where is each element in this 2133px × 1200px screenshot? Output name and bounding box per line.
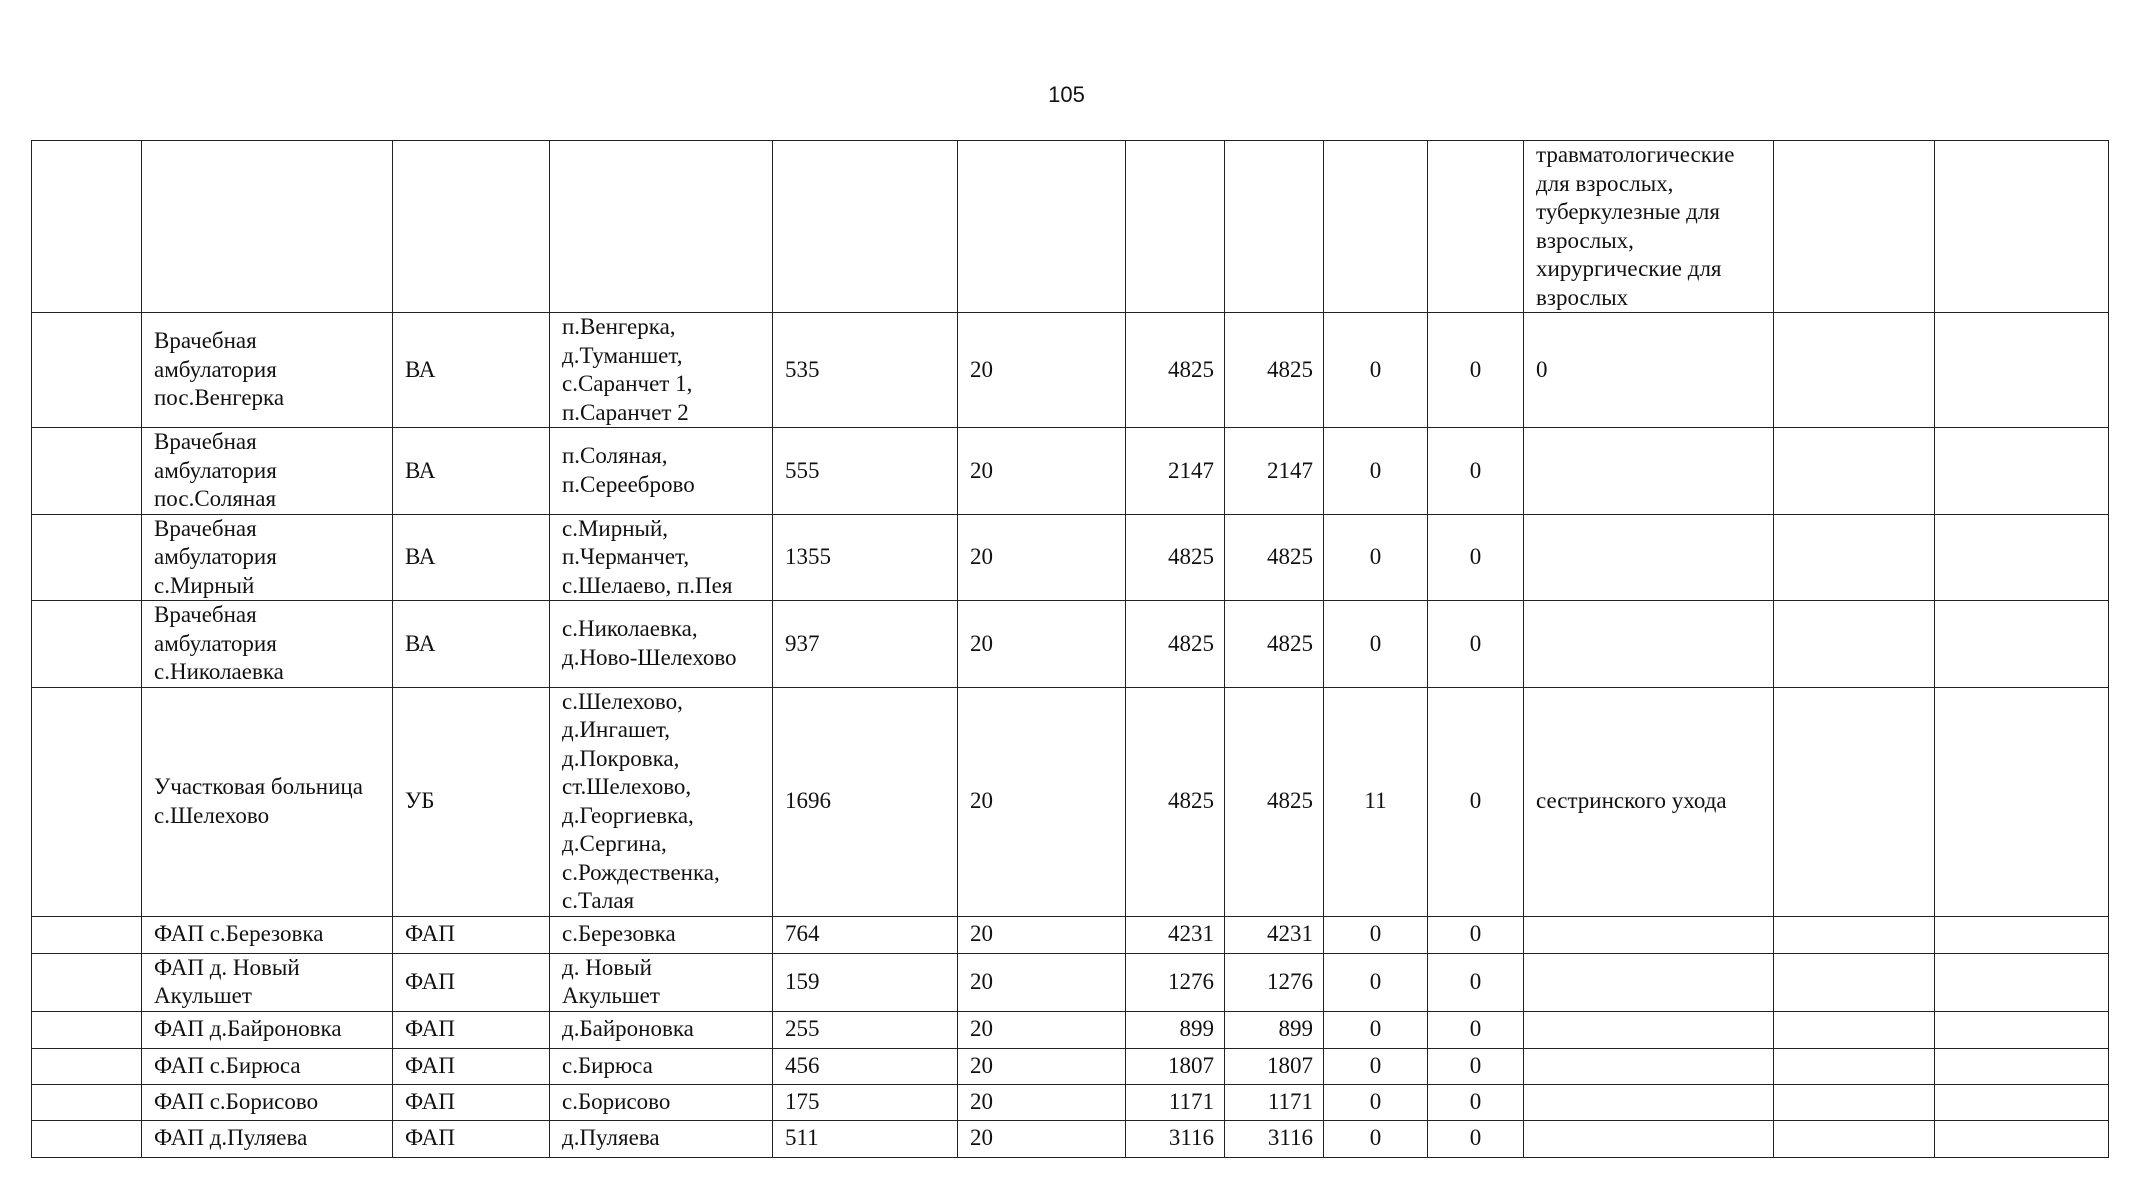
value-a-cell: 4825 (1126, 601, 1225, 688)
population-cell (773, 141, 958, 313)
table-row (32, 687, 2109, 916)
distance-cell: 20 (958, 1120, 1126, 1157)
beds-a-cell: 0 (1324, 428, 1428, 515)
table-row (32, 953, 2109, 1011)
value-a-cell: 3116 (1126, 1120, 1225, 1157)
value-b-cell: 899 (1225, 1011, 1324, 1048)
table-row (32, 916, 2109, 953)
value-b-cell: 4825 (1225, 601, 1324, 688)
served-settlements-cell (550, 141, 773, 313)
beds-a-cell: 0 (1324, 1011, 1428, 1048)
population-cell: 511 (773, 1120, 958, 1157)
distance-cell (958, 141, 1126, 313)
extra-b-cell (1935, 687, 2109, 916)
population-cell: 175 (773, 1084, 958, 1120)
beds-b-cell: 0 (1428, 601, 1524, 688)
facility-name-cell: Врачебная амбулатория пос.Соляная (142, 428, 393, 515)
beds-b-cell: 0 (1428, 916, 1524, 953)
facility-type-cell: ФАП (393, 1011, 550, 1048)
served-settlements-cell: п.Венгерка, д.Туманшет, с.Саранчет 1, п.Саранчет 2 (550, 313, 773, 428)
facility-name-cell: Врачебная амбулатория с.Мирный (142, 514, 393, 601)
facility-type-cell: ФАП (393, 1084, 550, 1120)
served-settlements-cell: с.Николаевка, д.Ново-Шелехово (550, 601, 773, 688)
extra-a-cell (1774, 1048, 1935, 1084)
facility-name-cell: ФАП с.Березовка (142, 916, 393, 953)
index-cell (32, 313, 142, 428)
value-b-cell: 4825 (1225, 514, 1324, 601)
facility-type-cell: УБ (393, 687, 550, 916)
extra-a-cell (1774, 953, 1935, 1011)
extra-b-cell (1935, 1120, 2109, 1157)
facility-type-cell: ФАП (393, 1120, 550, 1157)
facility-name-cell: ФАП д.Байроновка (142, 1011, 393, 1048)
profile-cell (1524, 1011, 1774, 1048)
facility-type-cell: ВА (393, 601, 550, 688)
extra-b-cell (1935, 916, 2109, 953)
beds-b-cell: 0 (1428, 1048, 1524, 1084)
extra-b-cell (1935, 514, 2109, 601)
facility-type-cell: ФАП (393, 953, 550, 1011)
value-b-cell: 1807 (1225, 1048, 1324, 1084)
extra-a-cell (1774, 514, 1935, 601)
value-a-cell: 4825 (1126, 313, 1225, 428)
beds-b-cell: 0 (1428, 428, 1524, 515)
table-row (32, 601, 2109, 688)
extra-a-cell (1774, 313, 1935, 428)
beds-a-cell: 0 (1324, 514, 1428, 601)
facility-name-cell: Врачебная амбулатория с.Николаевка (142, 601, 393, 688)
table-row (32, 1120, 2109, 1157)
profile-cell (1524, 428, 1774, 515)
value-a-cell: 4825 (1126, 687, 1225, 916)
facilities-table (31, 140, 2109, 1158)
value-a-cell: 4231 (1126, 916, 1225, 953)
beds-b-cell: 0 (1428, 1120, 1524, 1157)
extra-b-cell (1935, 1048, 2109, 1084)
table-row (32, 514, 2109, 601)
beds-b-cell (1428, 141, 1524, 313)
population-cell: 555 (773, 428, 958, 515)
value-a-cell (1126, 141, 1225, 313)
value-a-cell: 1807 (1126, 1048, 1225, 1084)
beds-a-cell: 0 (1324, 953, 1428, 1011)
index-cell (32, 1011, 142, 1048)
distance-cell: 20 (958, 953, 1126, 1011)
index-cell (32, 514, 142, 601)
extra-b-cell (1935, 1084, 2109, 1120)
index-cell (32, 601, 142, 688)
extra-a-cell (1774, 916, 1935, 953)
profile-cell: 0 (1524, 313, 1774, 428)
beds-a-cell: 0 (1324, 1084, 1428, 1120)
profile-cell (1524, 1048, 1774, 1084)
facility-type-cell: ВА (393, 514, 550, 601)
table-row (32, 141, 2109, 313)
facility-type-cell: ФАП (393, 916, 550, 953)
facility-name-cell: ФАП с.Борисово (142, 1084, 393, 1120)
value-b-cell: 4825 (1225, 313, 1324, 428)
population-cell: 255 (773, 1011, 958, 1048)
distance-cell: 20 (958, 1084, 1126, 1120)
facility-type-cell (393, 141, 550, 313)
facility-name-cell: Врачебная амбулатория пос.Венгерка (142, 313, 393, 428)
extra-a-cell (1774, 1120, 1935, 1157)
value-b-cell: 1276 (1225, 953, 1324, 1011)
population-cell: 1696 (773, 687, 958, 916)
distance-cell: 20 (958, 687, 1126, 916)
served-settlements-cell: д.Пуляева (550, 1120, 773, 1157)
table-row (32, 313, 2109, 428)
index-cell (32, 141, 142, 313)
table-row (32, 1011, 2109, 1048)
facility-name-cell (142, 141, 393, 313)
population-cell: 937 (773, 601, 958, 688)
value-a-cell: 899 (1126, 1011, 1225, 1048)
profile-cell: травматологические для взрослых, туберкулезные для взрослых, хирургические для взрослых (1524, 141, 1774, 313)
value-b-cell: 1171 (1225, 1084, 1324, 1120)
index-cell (32, 953, 142, 1011)
profile-cell: сестринского ухода (1524, 687, 1774, 916)
beds-a-cell: 0 (1324, 916, 1428, 953)
value-b-cell: 4231 (1225, 916, 1324, 953)
facility-type-cell: ФАП (393, 1048, 550, 1084)
table-row (32, 428, 2109, 515)
table-row (32, 1084, 2109, 1120)
extra-b-cell (1935, 1011, 2109, 1048)
profile-cell (1524, 601, 1774, 688)
index-cell (32, 916, 142, 953)
extra-a-cell (1774, 601, 1935, 688)
population-cell: 535 (773, 313, 958, 428)
extra-a-cell (1774, 1011, 1935, 1048)
beds-a-cell: 0 (1324, 1120, 1428, 1157)
table-row (32, 1048, 2109, 1084)
value-b-cell (1225, 141, 1324, 313)
extra-a-cell (1774, 428, 1935, 515)
population-cell: 764 (773, 916, 958, 953)
beds-a-cell: 0 (1324, 313, 1428, 428)
distance-cell: 20 (958, 313, 1126, 428)
extra-b-cell (1935, 141, 2109, 313)
index-cell (32, 428, 142, 515)
distance-cell: 20 (958, 916, 1126, 953)
index-cell (32, 1120, 142, 1157)
population-cell: 456 (773, 1048, 958, 1084)
extra-a-cell (1774, 141, 1935, 313)
distance-cell: 20 (958, 601, 1126, 688)
beds-a-cell: 11 (1324, 687, 1428, 916)
served-settlements-cell: с.Бирюса (550, 1048, 773, 1084)
served-settlements-cell: с.Мирный, п.Черманчет, с.Шелаево, п.Пея (550, 514, 773, 601)
distance-cell: 20 (958, 1048, 1126, 1084)
index-cell (32, 687, 142, 916)
facility-type-cell: ВА (393, 313, 550, 428)
index-cell (32, 1048, 142, 1084)
served-settlements-cell: с.Шелехово, д.Ингашет, д.Покровка, ст.Шелехово, д.Георгиевка, д.Сергина, с.Рождественка, с.Талая (550, 687, 773, 916)
facility-name-cell: Участковая больница с.Шелехово (142, 687, 393, 916)
served-settlements-cell: д.Байроновка (550, 1011, 773, 1048)
value-a-cell: 2147 (1126, 428, 1225, 515)
beds-b-cell: 0 (1428, 953, 1524, 1011)
served-settlements-cell: п.Соляная, п.Серееброво (550, 428, 773, 515)
extra-b-cell (1935, 601, 2109, 688)
value-b-cell: 3116 (1225, 1120, 1324, 1157)
extra-b-cell (1935, 953, 2109, 1011)
served-settlements-cell: с.Березовка (550, 916, 773, 953)
extra-a-cell (1774, 687, 1935, 916)
distance-cell: 20 (958, 1011, 1126, 1048)
value-a-cell: 4825 (1126, 514, 1225, 601)
profile-cell (1524, 953, 1774, 1011)
facility-name-cell: ФАП с.Бирюса (142, 1048, 393, 1084)
facility-name-cell: ФАП д. Новый Акульшет (142, 953, 393, 1011)
population-cell: 1355 (773, 514, 958, 601)
distance-cell: 20 (958, 514, 1126, 601)
facility-type-cell: ВА (393, 428, 550, 515)
beds-b-cell: 0 (1428, 1011, 1524, 1048)
extra-b-cell (1935, 313, 2109, 428)
profile-cell (1524, 1084, 1774, 1120)
value-b-cell: 4825 (1225, 687, 1324, 916)
extra-b-cell (1935, 428, 2109, 515)
beds-a-cell (1324, 141, 1428, 313)
beds-a-cell: 0 (1324, 601, 1428, 688)
population-cell: 159 (773, 953, 958, 1011)
value-a-cell: 1276 (1126, 953, 1225, 1011)
beds-b-cell: 0 (1428, 313, 1524, 428)
index-cell (32, 1084, 142, 1120)
beds-b-cell: 0 (1428, 514, 1524, 601)
beds-a-cell: 0 (1324, 1048, 1428, 1084)
distance-cell: 20 (958, 428, 1126, 515)
page-number: 105 (1048, 82, 1085, 107)
value-b-cell: 2147 (1225, 428, 1324, 515)
extra-a-cell (1774, 1084, 1935, 1120)
profile-cell (1524, 1120, 1774, 1157)
profile-cell (1524, 916, 1774, 953)
beds-b-cell: 0 (1428, 1084, 1524, 1120)
served-settlements-cell: д. Новый Акульшет (550, 953, 773, 1011)
served-settlements-cell: с.Борисово (550, 1084, 773, 1120)
facility-name-cell: ФАП д.Пуляева (142, 1120, 393, 1157)
profile-cell (1524, 514, 1774, 601)
beds-b-cell: 0 (1428, 687, 1524, 916)
value-a-cell: 1171 (1126, 1084, 1225, 1120)
